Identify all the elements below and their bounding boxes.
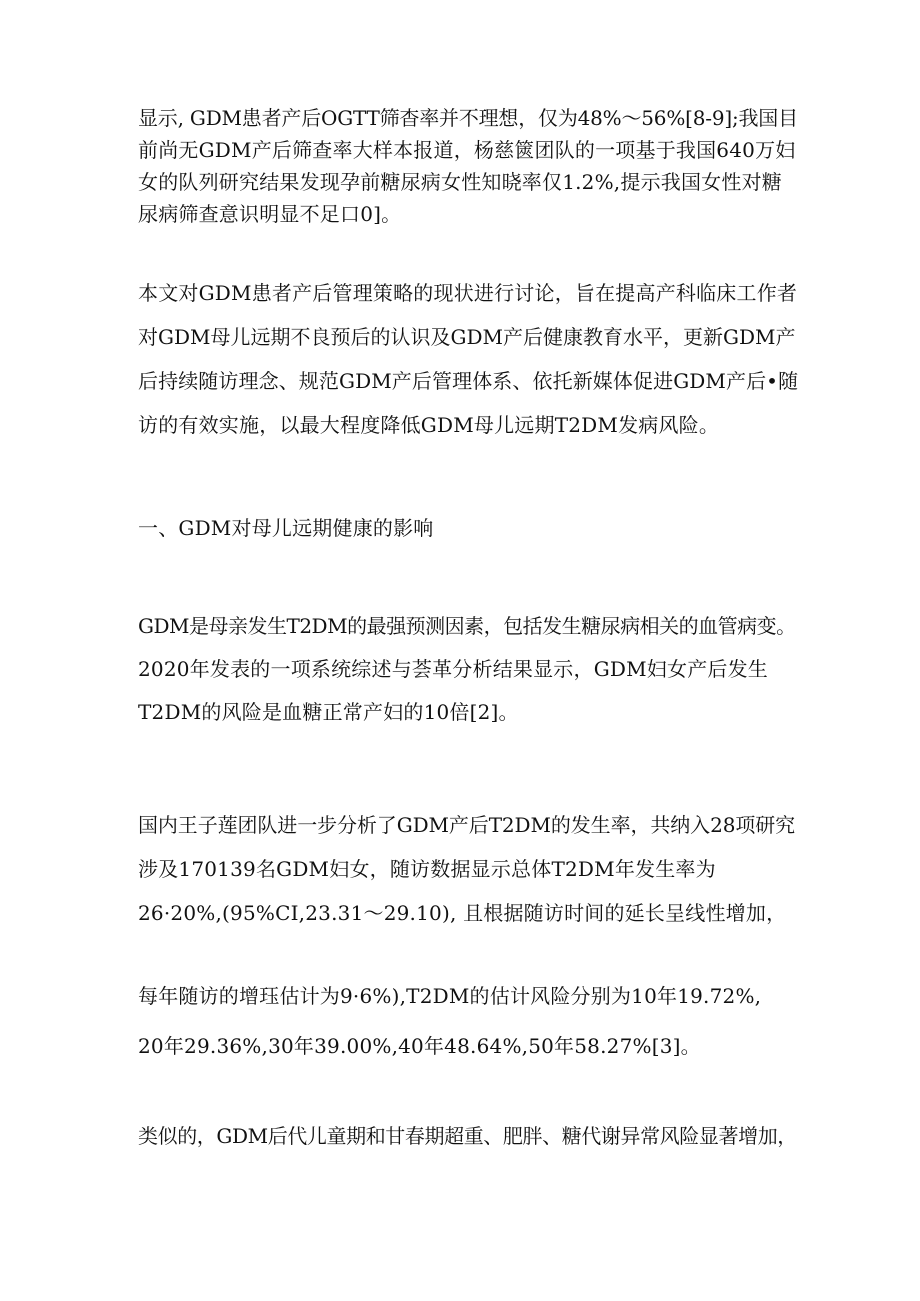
text-line: 国内王子莲团队进一步分析了GDM产后T2DM的发生率，共纳入28项研究 (138, 813, 796, 837)
text-line: 显示, GDM患者产后OGTT筛杳率并不理想，仅为48%～56%[8-9];我国目 (138, 106, 798, 130)
text-line: 对GDM母儿远期不良预后的认识及GDM产后健康教育水平，更新GDM产 (138, 325, 796, 349)
section-heading (138, 512, 798, 544)
text-line: 访的有效实施，以最大程度降低GDM母儿远期T2DM发病风险。 (138, 413, 720, 437)
text-line: 涉及170139名GDM妇女，随访数据显示总体T2DM年发生率为 (138, 857, 716, 881)
text-line: 26·20%,(95%CI,23.31～29.10), 且根据随访时间的延长呈线性增加， (138, 901, 787, 925)
text-line: 类似的，GDM后代儿童期和甘春期超重、肥胖、糖代谢异常风险显著增加， (138, 1124, 797, 1148)
heading-text: 一、GDM对母儿远期健康的影响 (138, 516, 434, 540)
text-line: 20年29.36%,30年39.00%,40年48.64%,50年58.27%[3]。 (138, 1034, 701, 1058)
paragraph-article-aim (138, 271, 798, 447)
text-line: 本文对GDM患者产后管理策略的现状进行讨论，旨在提高产科临床工作者 (138, 281, 798, 305)
text-line: 前尚无GDM产后筛查率大样本报道，杨慈篋团队的一项基于我国640万妇 (138, 138, 796, 162)
text-line: GDM是母亲发生T2DM的最强预测因素，包括发生糖尿病相关的血管病变。 (138, 614, 796, 638)
paragraph-estimated-risk (138, 971, 798, 1071)
text-line: 后持续随访理念、规范GDM产后管理体系、依托新媒体促进GDM产后•随 (138, 369, 799, 393)
paragraph-screening-rate (138, 102, 798, 230)
paragraph-offspring-risk (138, 1120, 798, 1152)
paragraph-maternal-risk (138, 605, 798, 734)
text-line: 女的队列研究结果发现孕前糖尿病女性知晓率仅1.2%,提示我国女性对糖 (138, 170, 782, 194)
paragraph-incidence-study (138, 803, 798, 935)
text-line: 尿病筛查意识明显不足口0]。 (138, 202, 402, 226)
text-line: 2020年发表的一项系统综述与荟革分析结果显示，GDM妇女产后发生 (138, 657, 768, 681)
text-line: T2DM的风险是血糖正常产妇的10倍[2]。 (138, 700, 519, 724)
text-line: 每年随访的增珏估计为9·6%),T2DM的估计风险分别为10年19.72%, (138, 984, 762, 1008)
